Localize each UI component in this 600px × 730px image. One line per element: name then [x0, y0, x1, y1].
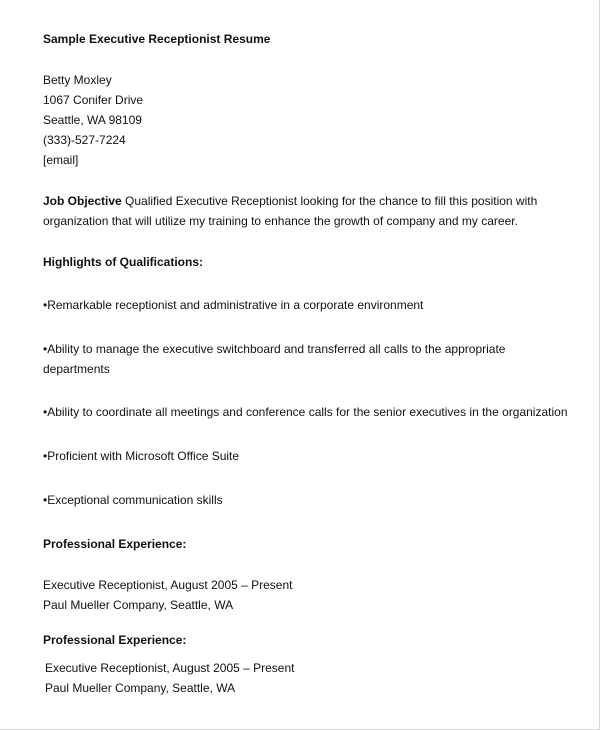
contact-street: 1067 Conifer Drive: [43, 93, 144, 107]
experience-heading-2: Professional Experience:: [43, 633, 187, 647]
highlights-heading: Highlights of Qualifications:: [43, 255, 203, 269]
highlight-item-2-line-1: •Ability to manage the executive switchboard and transferred all calls to the appropriate: [43, 342, 506, 356]
highlight-item-2-line-2: departments: [43, 362, 110, 376]
highlight-item-5: •Exceptional communication skills: [43, 493, 223, 507]
experience-role-1: Executive Receptionist, August 2005 – Present: [43, 578, 293, 592]
experience-role-2: Executive Receptionist, August 2005 – Present: [45, 661, 295, 675]
experience-company-1: Paul Mueller Company, Seattle, WA: [43, 598, 234, 612]
contact-city: Seattle, WA 98109: [43, 113, 142, 127]
highlight-item-4: •Proficient with Microsoft Office Suite: [43, 449, 240, 463]
objective-text-1: Qualified Executive Receptionist looking for the chance to fill this position with: [121, 194, 538, 208]
contact-email: [email]: [43, 153, 79, 167]
objective-text-2: organization that will utilize my training to enhance the growth of company and my career.: [43, 214, 518, 228]
resume-title: Sample Executive Receptionist Resume: [43, 32, 271, 46]
objective-label: Job Objective: [43, 194, 122, 208]
experience-heading-1: Professional Experience:: [43, 537, 187, 551]
contact-phone: (333)-527-7224: [43, 133, 126, 147]
objective-line-1: [43, 194, 537, 208]
highlight-item-1: •Remarkable receptionist and administrative in a corporate environment: [43, 298, 424, 312]
contact-name: Betty Moxley: [43, 73, 112, 87]
experience-company-2: Paul Mueller Company, Seattle, WA: [45, 681, 236, 695]
highlight-item-3: •Ability to coordinate all meetings and conference calls for the senior executives in the organization: [43, 405, 568, 419]
